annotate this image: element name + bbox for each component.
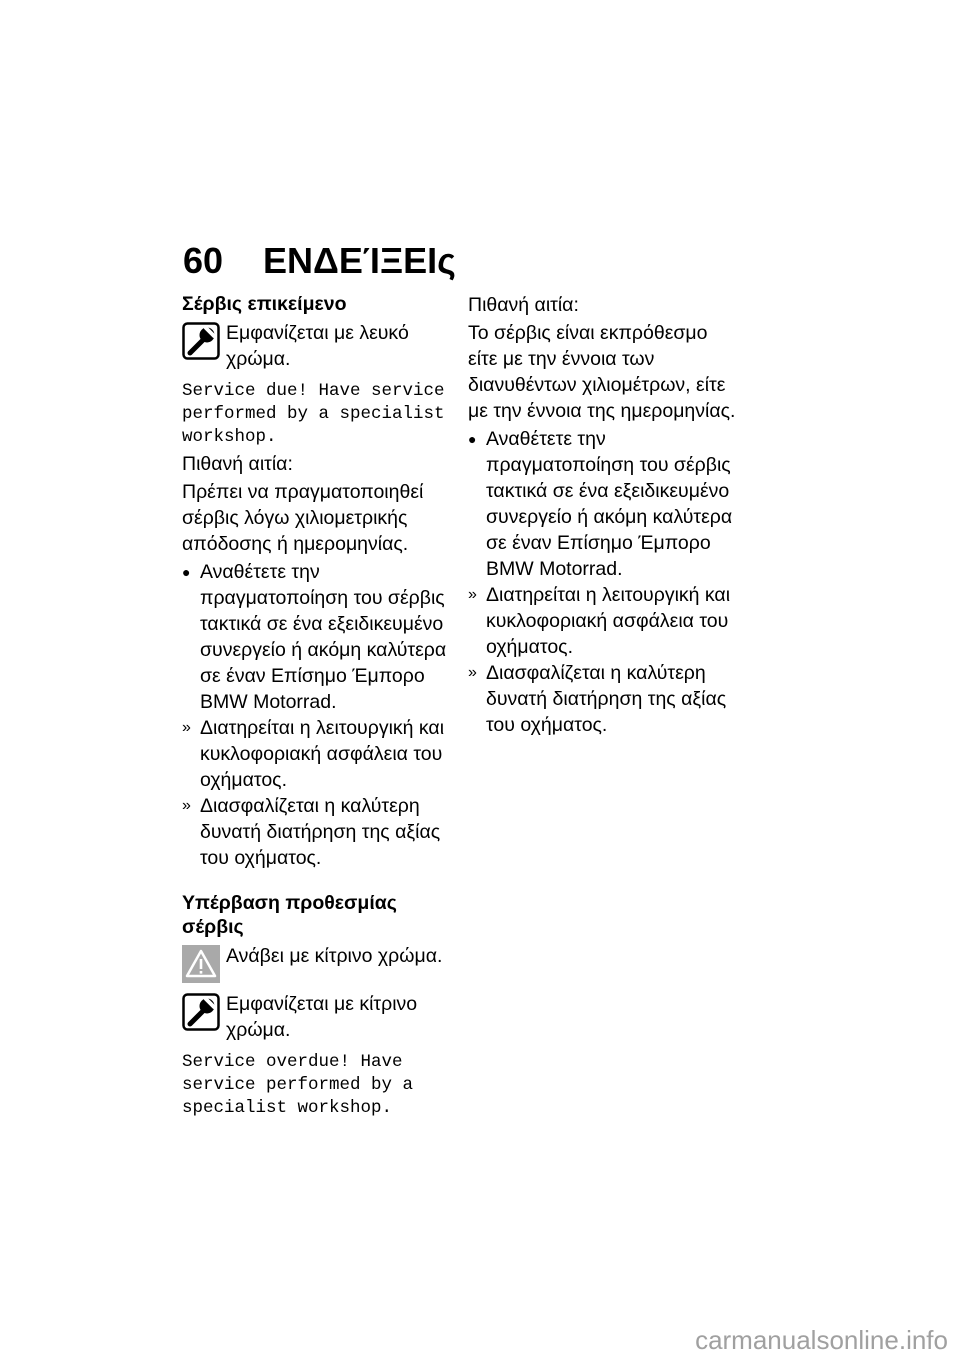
icon-description: Εμφανίζεται με κίτρινο χρώμα. [226,993,418,1041]
result-item: » Διασφαλίζεται η καλύτερη δυνατή διατήρηση της αξίας του οχήματος. [182,795,441,869]
display-message: Service overdue! Have service performed by a specialist workshop. [182,1052,414,1118]
warning-triangle-icon [182,945,220,983]
cause-label: Πιθανή αιτία: [182,453,293,475]
chapter-title: ΕΝΔΕΊΞΕΙς [263,240,456,281]
icon-row-wrench-white [182,320,454,372]
action-item: ● Αναθέτετε την πραγματοποίηση του σέρβις τακτικά σε ένα εξειδικευμένο συνεργείο ή ακόμη καλύτερα σε έναν Επίσημο Έμπορο BMW Motorrad. [182,561,447,713]
icon-description: Εμφανίζεται με λευκό χρώμα. [226,322,409,370]
result-arrow-icon: » [182,719,191,736]
page-header [183,240,456,282]
section-title-service-overdue: Υπέρβαση προθεσμίας σέρβις [182,892,397,938]
icon-row-wrench-yellow [182,991,454,1043]
icon-row-warning [182,943,454,983]
display-message: Service due! Have service performed by a specialist workshop. [182,381,445,447]
watermark: carmanualsonline.info [695,1325,948,1355]
cause-label: Πιθανή αιτία: [468,294,579,316]
cause-text: Πρέπει να πραγματοποιηθεί σέρβις λόγω χιλιομετρικής απόδοσης ή ημερομηνίας. [182,481,424,555]
result-arrow-icon: » [468,586,477,603]
action-item: ● Αναθέτετε την πραγματοποίηση του σέρβις τακτικά σε ένα εξειδικευμένο συνεργείο ή ακόμη καλύτερα σε έναν Επίσημο Έμπορο BMW Motorrad. [468,428,733,580]
cause-text: Το σέρβις είναι εκπρόθεσμο είτε με την έννοια των διανυθέντων χιλιομέτρων, είτε με την έννοια της ημερομηνίας. [468,322,736,422]
icon-description: Ανάβει με κίτρινο χρώμα. [226,945,443,967]
result-arrow-icon: » [182,797,191,814]
right-column [468,292,740,738]
result-arrow-icon: » [468,664,477,681]
wrench-icon [182,322,220,360]
bullet-icon: ● [182,564,191,580]
result-item: » Διατηρείται η λειτουργική και κυκλοφοριακή ασφάλεια του οχήματος. [182,717,445,791]
wrench-icon [182,993,220,1031]
page-number: 60 [183,240,224,281]
result-item: » Διασφαλίζεται η καλύτερη δυνατή διατήρηση της αξίας του οχήματος. [468,662,727,736]
section-title-service-due: Σέρβις επικείμενο [182,293,347,315]
left-column [182,292,454,1122]
bullet-icon: ● [468,431,477,447]
result-item: » Διατηρείται η λειτουργική και κυκλοφοριακή ασφάλεια του οχήματος. [468,584,731,658]
